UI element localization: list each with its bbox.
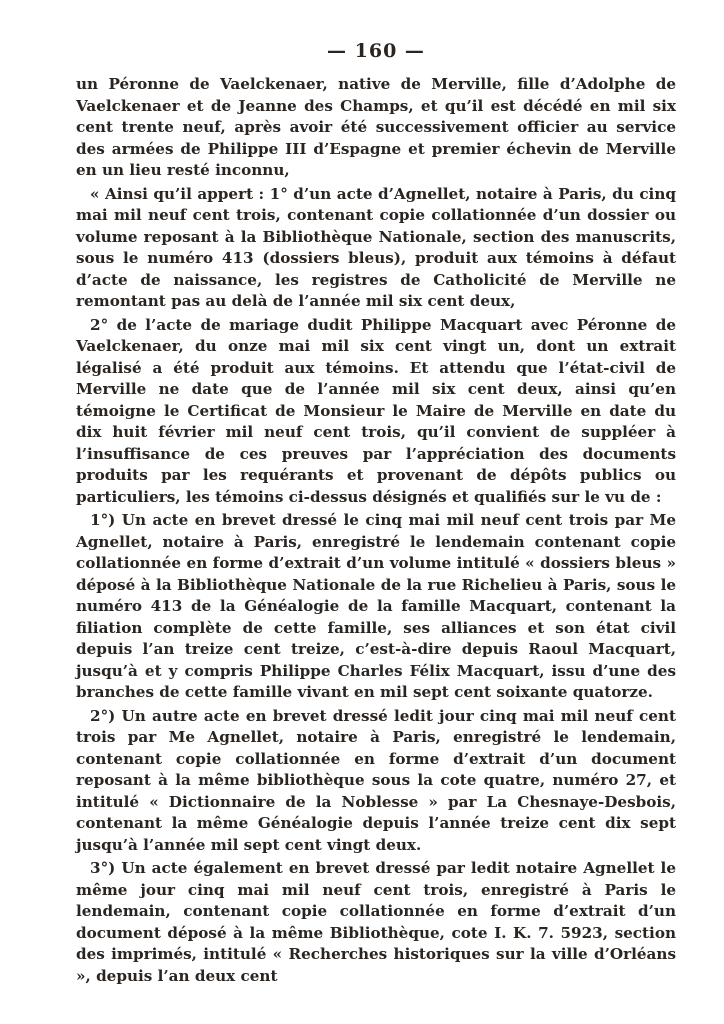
paragraph-5: 2°) Un autre acte en brevet dressé ledit jour cinq mai mil neuf cent trois par Me Agnellet, notaire à Paris, enregistré le lendemain, contenant copie collationnée en forme d’extrait d’un document reposant à la même bibliothèque sous la cote quatre, numéro 27, et intitulé « Dictionnaire de la Noblesse » par La Chesnaye-Desbois, contenant la même Généalogie depuis l’année treize cent dix sept jusqu’à l’année mil sept cent vingt deux. [76,706,676,854]
document-page [76,40,676,987]
paragraph-3: 2° de l’acte de mariage dudit Philippe Macquart avec Péronne de Vaelckenaer, du onze mai mil six cent vingt un, dont un extrait légalisé a été produit aux témoins. Et attendu que l’état-civil de Merville ne date que de l’année mil six cent deux, ainsi qu’en témoigne le Certificat de Monsieur le Maire de Merville en date du dix huit février mil neuf cent trois, qu’il convient de suppléer à l’insuffisance de ces preuves par l’appréciation des documents produits par les requérants et provenant de dépôts publics ou particuliers, les témoins ci-dessus désignés et qualifiés sur le vu de : [76,315,676,506]
paragraph-1: un Péronne de Vaelckenaer, native de Merville, fille d’Adolphe de Vaelckenaer et de Jeanne des Champs, et qu’il est décédé en mil six cent trente neuf, après avoir été successivement officier au service des armées de Philippe III d’Espagne et premier échevin de Merville en un lieu resté inconnu, [76,75,676,179]
paragraph-2: « Ainsi qu’il appert : 1° d’un acte d’Agnellet, notaire à Paris, du cinq mai mil neuf cent trois, contenant copie collationnée d’un dossier ou volume reposant à la Bibliothèque Nationale, section des manuscrits, sous le numéro 413 (dossiers bleus), produit aux témoins à défaut d’acte de naissance, les registres de Catholicité de Merville ne remontant pas au delà de l’année mil six cent deux, [76,184,676,310]
paragraph-6: 3°) Un acte également en brevet dressé par ledit notaire Agnellet le même jour cinq mai mil neuf cent trois, enregistré à Paris le lendemain, contenant copie collationnée en forme d’extrait d’un document déposé à la même Bibliothèque, cote I. K. 7. 5923, section des imprimés, intitulé « Recherches historiques sur la ville d’Orléans », depuis l’an deux cent [76,859,676,985]
page-number: — 160 — [327,40,425,62]
paragraph-4: 1°) Un acte en brevet dressé le cinq mai mil neuf cent trois par Me Agnellet, notaire à Paris, enregistré le lendemain contenant copie collationnée en forme d’extrait d’un volume intitulé « dossiers bleus » déposé à la Bibliothèque Nationale de la rue Richelieu à Paris, sous le numéro 413 de la Généalogie de la famille Macquart, contenant la filiation complète de cette famille, ses alliances et son état civil depuis l’an treize cent treize, c’est-à-dire depuis Raoul Macquart, jusqu’à et y compris Philippe Charles Félix Macquart, issu d’une des branches de cette famille vivant en mil sept cent soixante quatorze. [76,511,676,701]
